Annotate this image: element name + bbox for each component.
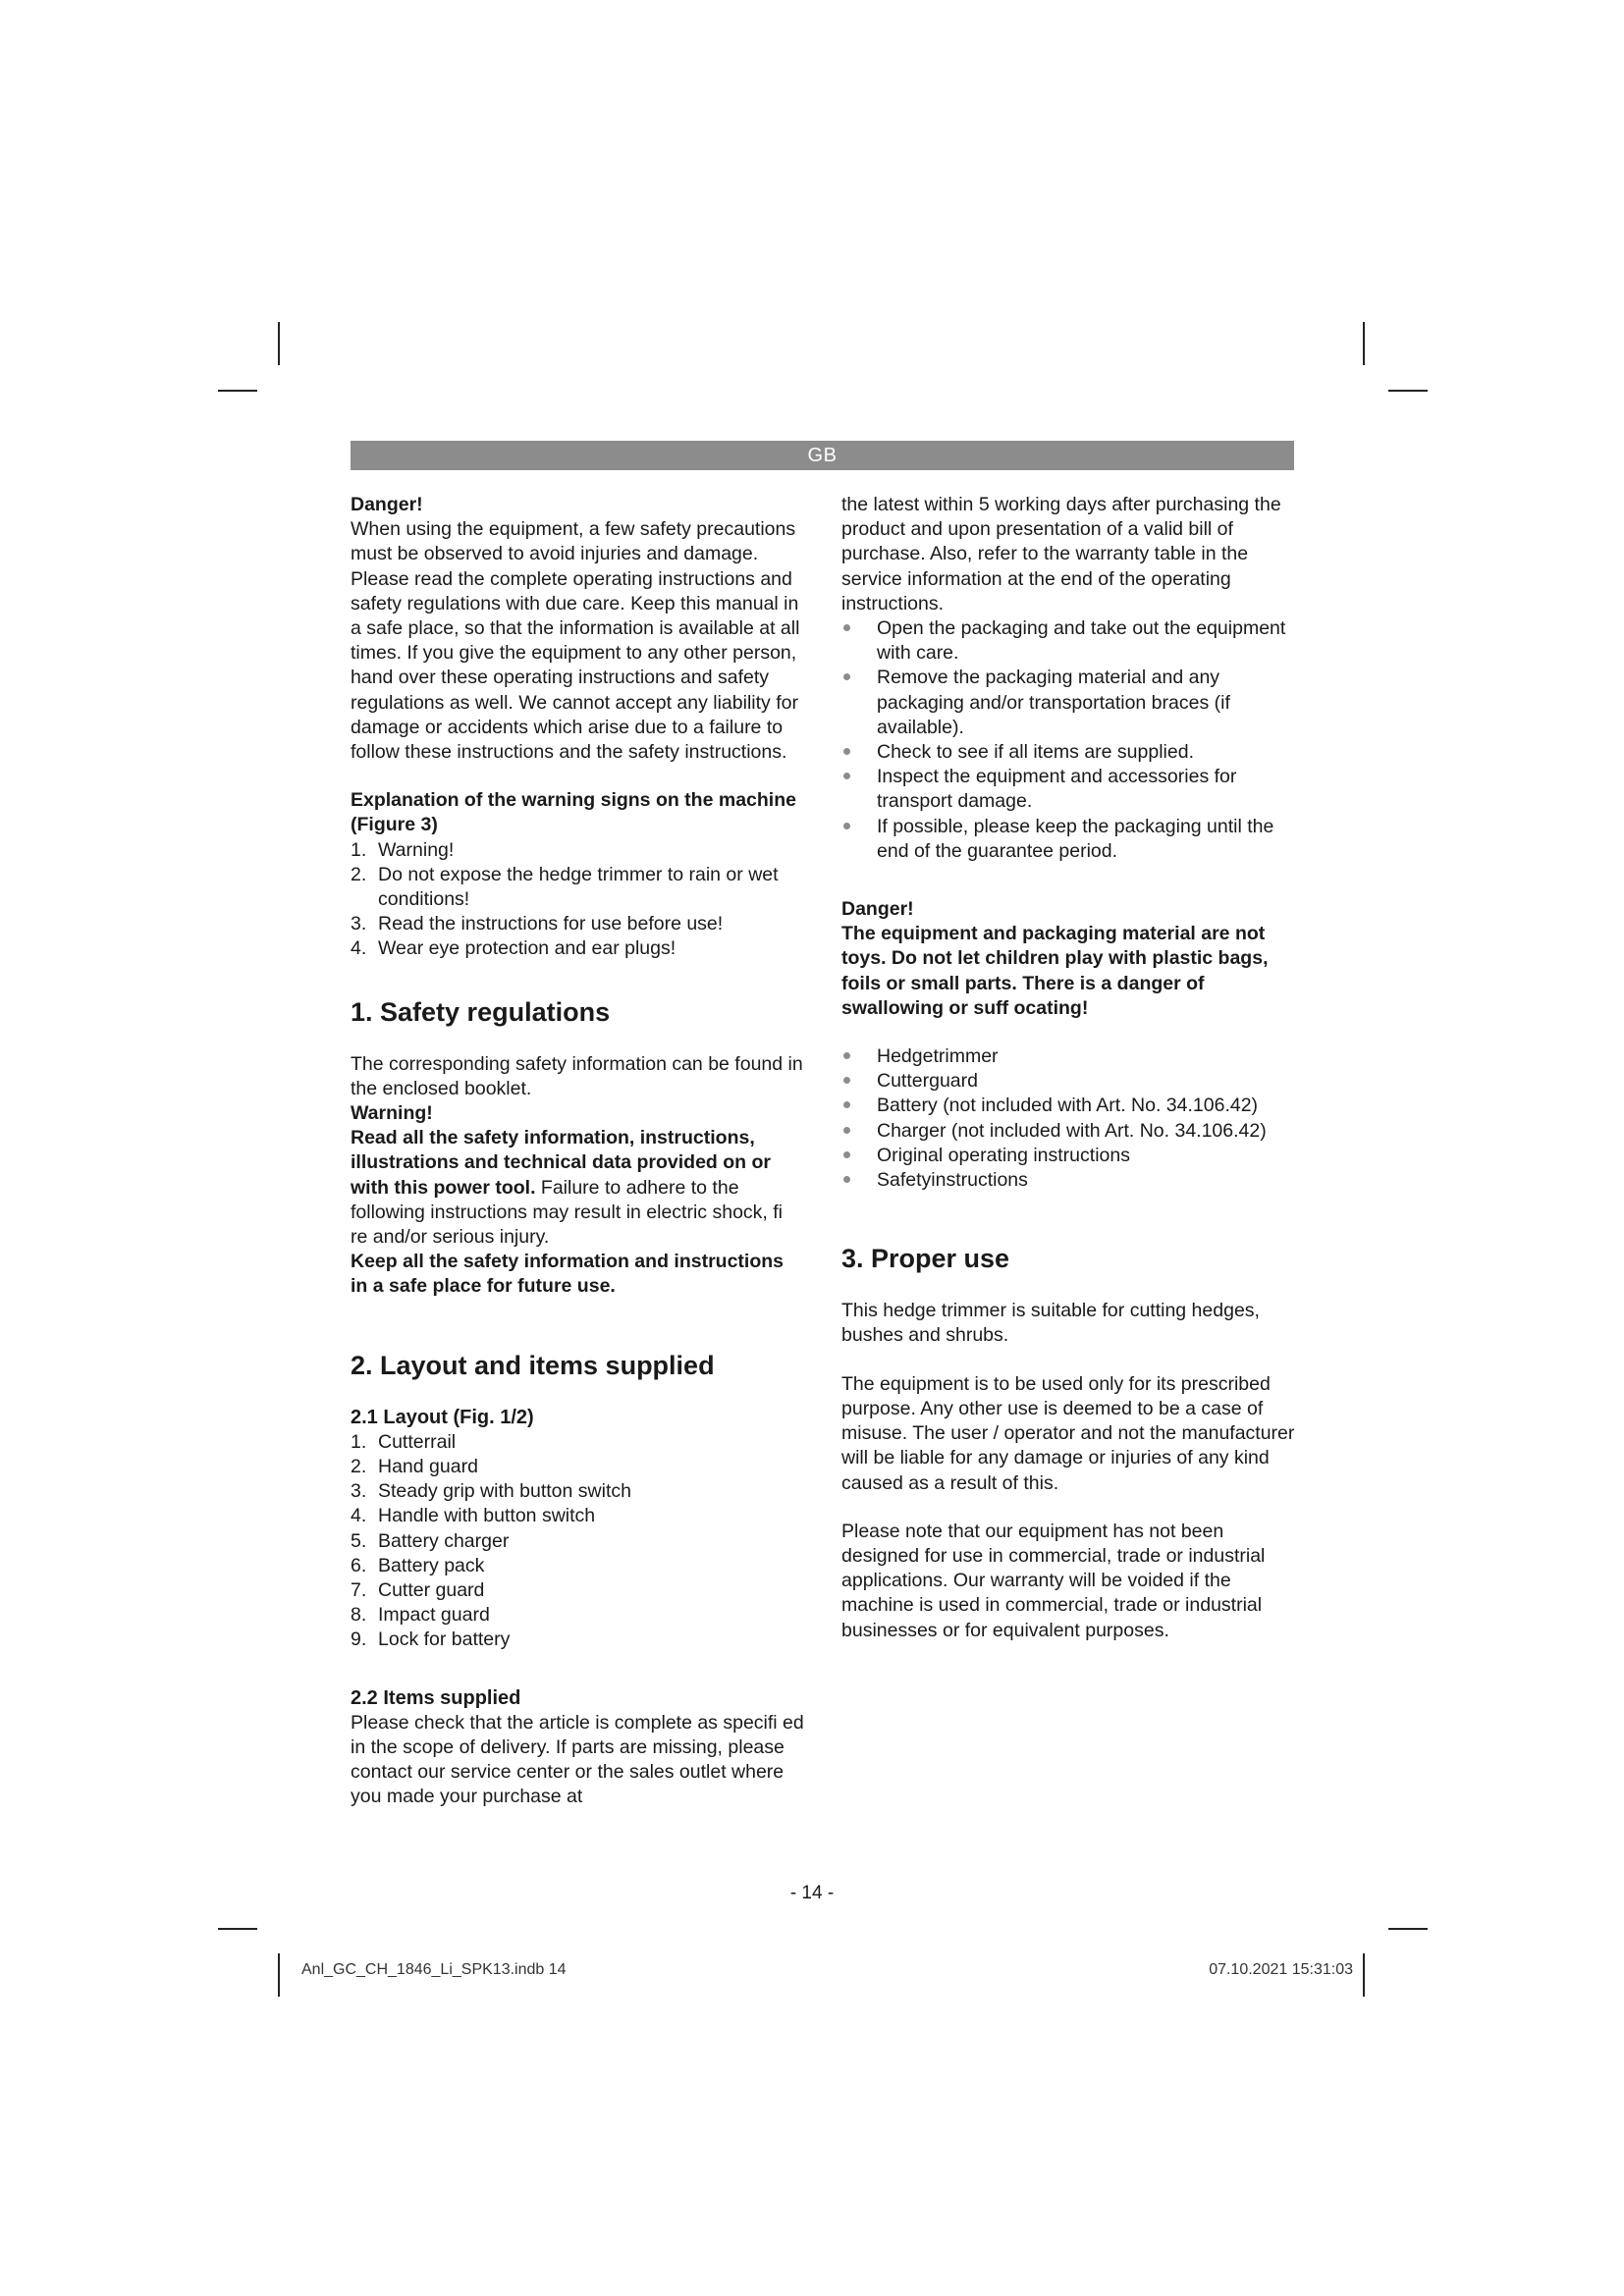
- section-2-title: 2. Layout and items supplied: [351, 1350, 715, 1380]
- layout-heading: 2.1 Layout (Fig. 1/2): [351, 1406, 534, 1428]
- items-supplied-paragraph: Please check that the article is complete as specifi ed in the scope of delivery. If parts are missing, please contact our service center or the sales outlet where you made your purchase at: [351, 1711, 804, 1808]
- list-item: 3. Read the instructions for use before use!: [351, 913, 724, 935]
- warning-signs-heading: Explanation of the warning signs on the machine (Figure 3): [351, 789, 796, 836]
- danger-heading-2: Danger!: [841, 898, 914, 921]
- section-3-title: 3. Proper use: [841, 1244, 1010, 1274]
- items-supplied-heading: 2.2 Items supplied: [351, 1686, 521, 1709]
- list-item: Check to see if all items are supplied.: [841, 740, 1303, 765]
- language-banner: GB: [351, 441, 1294, 470]
- warning-signs-list: [351, 838, 804, 962]
- list-item: 2. Do not expose the hedge trimmer to rain or wet conditions!: [351, 863, 779, 911]
- list-item: Original operating instructions: [841, 1144, 1303, 1168]
- list-item: 1. Warning!: [351, 838, 455, 861]
- proper-use-p1: This hedge trimmer is suitable for cutting hedges, bushes and shrubs.: [841, 1300, 1260, 1347]
- danger-paragraph-2: The equipment and packaging material are not toys. Do not let children play with plastic bags, foils or small parts. There is a danger of swallowing or suff ocating!: [841, 923, 1269, 1019]
- layout-list: [351, 1430, 804, 1653]
- list-item: 1. Cutterrail: [351, 1430, 457, 1453]
- crop-mark-bottom-right-v: [1363, 1953, 1365, 1997]
- list-item: 5. Battery charger: [351, 1529, 510, 1552]
- crop-mark-bottom-right-h: [1388, 1928, 1428, 1930]
- right-column: [841, 493, 1303, 1643]
- list-item: Hedgetrimmer: [841, 1044, 1303, 1069]
- section-1-warning: Warning!: [351, 1102, 433, 1125]
- list-item: Remove the packaging material and any packaging and/or transportation braces (if available).: [841, 666, 1303, 740]
- list-item: 9. Lock for battery: [351, 1629, 511, 1651]
- list-item: Open the packaging and take out the equipment with care.: [841, 616, 1303, 666]
- danger-heading: Danger!: [351, 494, 423, 515]
- continued-paragraph: the latest within 5 working days after purchasing the product and upon presentation of a valid bill of purchase. Also, refer to the warranty table in the service information at the end of the operating instructions.: [841, 494, 1281, 614]
- crop-mark-top-right-v: [1363, 322, 1365, 365]
- section-1-keep: Keep all the safety information and instructions in a safe place for future use.: [351, 1251, 784, 1298]
- crop-mark-top-right-h: [1388, 390, 1428, 392]
- danger-paragraph: When using the equipment, a few safety precautions must be observed to avoid injuries and damage. Please read the complete operating instructions and safety regulations with due care. Keep this manual in a safe place, so that the information is available at all times. If you give the equipment to any other person, hand over these operating instructions and safety regulations as well. We cannot accept any liability for damage or accidents which arise due to a failure to follow these instructions and the safety instructions.: [351, 518, 800, 764]
- page-number: - 14 -: [789, 1883, 835, 1903]
- list-item: Inspect the equipment and accessories for transport damage.: [841, 765, 1303, 814]
- list-item: 7. Cutter guard: [351, 1578, 485, 1601]
- list-item: Cutterguard: [841, 1069, 1303, 1094]
- supplied-items-list: [841, 1044, 1303, 1193]
- crop-mark-bottom-left-h: [218, 1928, 257, 1930]
- unpacking-list: [841, 616, 1303, 864]
- crop-mark-bottom-left-v: [278, 1953, 280, 1997]
- list-item: 6. Battery pack: [351, 1554, 485, 1576]
- list-item: 4. Wear eye protection and ear plugs!: [351, 937, 677, 960]
- footer-filename: Anl_GC_CH_1846_Li_SPK13.indb 14: [301, 1961, 567, 1978]
- list-item: Safetyinstructions: [841, 1168, 1303, 1193]
- section-1-title: 1. Safety regulations: [351, 996, 611, 1027]
- list-item: Battery (not included with Art. No. 34.106.42): [841, 1094, 1303, 1118]
- list-item: 3. Steady grip with button switch: [351, 1480, 631, 1503]
- crop-mark-top-left-h: [218, 390, 257, 392]
- list-item: If possible, please keep the packaging until the end of the guarantee period.: [841, 815, 1303, 864]
- left-column: [351, 493, 804, 1809]
- proper-use-p2: The equipment is to be used only for its prescribed purpose. Any other use is deemed to be a case of misuse. The user / operator and not the manufacturer will be liable for any damage or injuries of any kind caused as a result of this.: [841, 1372, 1295, 1494]
- list-item: 8. Impact guard: [351, 1604, 490, 1627]
- list-item: 4. Handle with button switch: [351, 1505, 596, 1527]
- footer-datetime: 07.10.2021 15:31:03: [1209, 1961, 1353, 1978]
- crop-mark-top-left-v: [278, 322, 280, 365]
- list-item: 2. Hand guard: [351, 1455, 478, 1477]
- section-1-intro: The corresponding safety information can be found in the enclosed booklet.: [351, 1052, 803, 1099]
- section-1-body: Read all the safety information, instructions, illustrations and technical data provided on or with this power tool. Failure to adhere to the following instructions may result in electric shock, fi re and/or serious injury.: [351, 1127, 783, 1249]
- proper-use-p3: Please note that our equipment has not been designed for use in commercial, trade or industrial applications. Our warranty will be voided if the machine is used in commercial, trade or industrial businesses or for equivalent purposes.: [841, 1520, 1266, 1641]
- list-item: Charger (not included with Art. No. 34.106.42): [841, 1119, 1303, 1144]
